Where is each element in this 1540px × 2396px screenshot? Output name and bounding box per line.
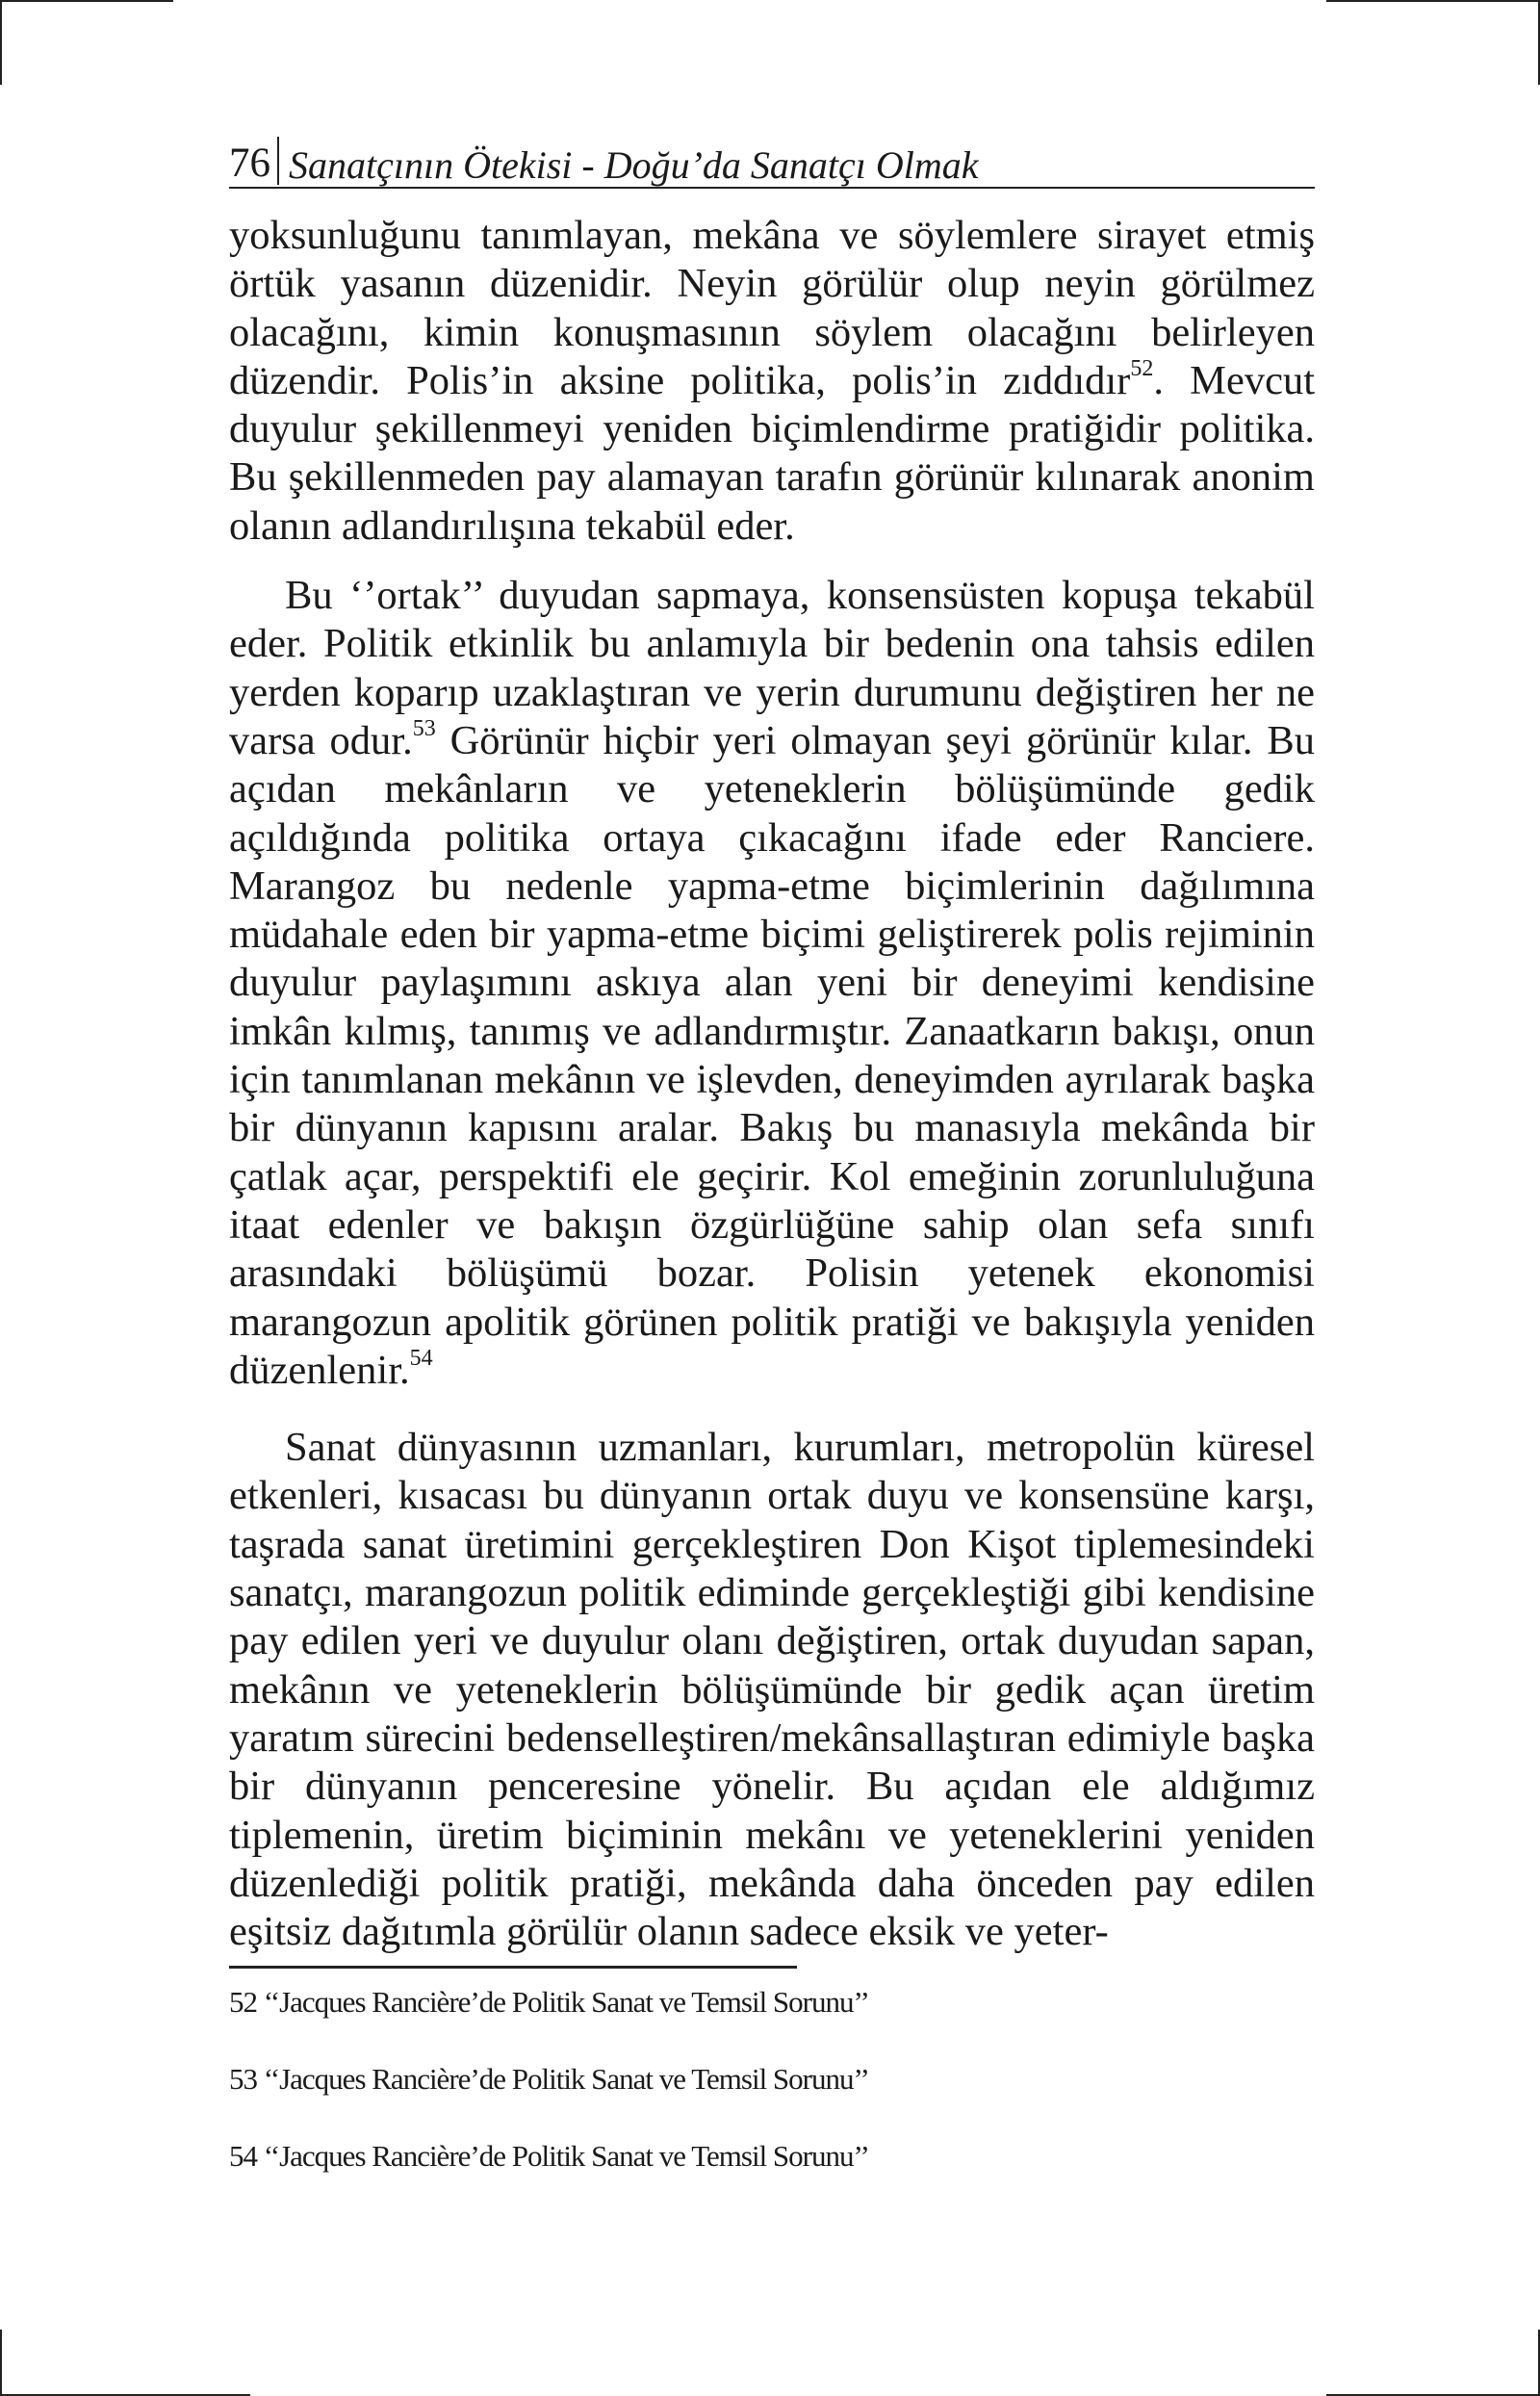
paragraph-text: . Mevcut duyulur şekillenmeyi yeniden biçimlendirme pratiğidir politika. Bu şekillenmeden pay alamayan tarafın görünür kılınarak anonim olanın adlandırılışına tekabül eder. (229, 357, 1315, 549)
crop-mark (0, 0, 173, 2)
crop-mark (0, 0, 2, 85)
paragraph-text: yoksunluğunu tanımlayan, mekâna ve söylemlere sirayet etmiş örtük yasanın düzenidir. Neyin görülür olup neyin görülmez olacağını, kimin konuşmasının söylem olacağını belirleyen düzendir. Polis’in aksine politika, polis’in zıddıdır (229, 213, 1315, 403)
paragraph-text: Sanat dünyasının uzmanları, kurumları, metropolün küresel etkenleri, kısacası bu dünyanın ortak duyu ve konsensüne karşı, taşrada sanat üretimini gerçekleştiren Don Kişot tiplemesindeki sanatçı, marangozun politik ediminde gerçekleştiği gibi kendisine pay edilen yeri ve duyulur olanı değiştiren, ortak duyudan sapan, mekânın ve yeteneklerin bölüşümünde bir gedik açan üretim yaratım sürecini bedenselleştiren/mekânsallaştıran edimiyle başka bir dünyanın penceresine yönelir. Bu açıdan ele aldığımız tiplemenin, üretim biçiminin mekânı ve yeteneklerini yeniden düzenlediği politik pratiği, mekânda daha önceden pay edilen eşitsiz dağıtımla görülür olanın sadece eksik ve yeter- (229, 1425, 1315, 1955)
paragraph (229, 212, 1315, 551)
footnote-ref[interactable]: 54 (409, 1345, 433, 1371)
footnote: 53 ‘‘Jacques Rancière’de Politik Sanat ve Temsil Sorunu’’ (229, 2062, 869, 2096)
body-text (229, 212, 1315, 1956)
footnote-ref[interactable]: 53 (412, 715, 436, 741)
footnote-ref[interactable]: 52 (1130, 355, 1154, 381)
crop-mark (0, 2330, 2, 2396)
page-number: 76 (229, 141, 270, 186)
footnote-divider (229, 1966, 797, 1969)
running-header (229, 133, 1315, 189)
crop-mark (1326, 0, 1540, 2)
header-divider (277, 137, 279, 185)
running-title: Sanatçının Ötekisi - Doğu’da Sanatçı Olmak (289, 143, 979, 187)
footnotes (229, 1977, 1315, 2212)
paragraph-text: Görünür hiçbir yeri olmayan şeyi görünür kılar. Bu açıdan mekânların ve yeteneklerin bölüşümünde gedik açıldığında politika ortaya çıkacağını ifade eder Ranciere. Marangoz bu nedenle yapma-etme biçimlerinin dağılımına müdahale eden bir yapma-etme biçimi geliştirerek polis rejiminin duyulur paylaşımını askıya alan yeni bir deneyimi kendisine imkân kılmış, tanımış ve adlandırmıştır. Zanaatkarın bakışı, onun için tanımlanan mekânın ve işlevden, deneyimden ayrılarak başka bir dünyanın kapısını aralar. Bakış bu manasıyla mekânda bir çatlak açar, perspektifi ele geçirir. Kol emeğinin zorunluluğuna itaat edenler ve bakışın özgürlüğüne sahip olan sefa sınıfı arasındaki bölüşümü bozar. Polisin yetenek ekonomisi marangozun apolitik görünen politik pratiği ve bakışıyla yeniden düzenlenir. (229, 717, 1316, 1393)
footnote: 52 ‘‘Jacques Rancière’de Politik Sanat ve Temsil Sorunu’’ (229, 1985, 869, 2019)
paragraph (229, 1424, 1315, 1956)
paragraph (229, 572, 1315, 1395)
footnote: 54 ‘‘Jacques Rancière’de Politik Sanat ve Temsil Sorunu’’ (229, 2139, 869, 2173)
paragraph-text: Bu ‘’ortak’’ duyudan sapmaya, konsensüsten kopuşa tekabül eder. Politik etkinlik bu anlamıyla bir bedenin ona tahsis edilen yerden koparıp uzaklaştıran ve yerin durumunu değiştiren her ne varsa odur. (229, 573, 1315, 763)
